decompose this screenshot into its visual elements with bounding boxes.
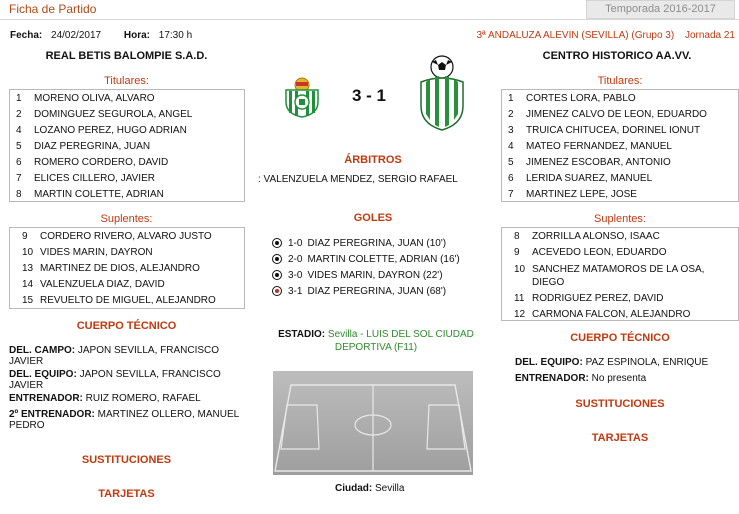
player-number: 9 xyxy=(514,247,520,258)
staff-label: ENTRENADOR: xyxy=(9,393,83,404)
arbitro-name: : VALENZUELA MENDEZ, SERGIO RAFAEL xyxy=(258,174,458,185)
player-row xyxy=(10,245,244,261)
player-row xyxy=(502,107,738,123)
player-row xyxy=(502,187,738,203)
goals-list xyxy=(272,235,460,299)
player-row xyxy=(10,107,244,123)
home-crest-icon xyxy=(279,72,325,121)
player-row xyxy=(502,139,738,155)
goal-item xyxy=(272,235,460,251)
player-number: 2 xyxy=(508,109,514,120)
away-cuerpo-title: CUERPO TÉCNICO xyxy=(570,332,670,344)
player-number: 5 xyxy=(508,157,514,168)
football-own-goal-icon xyxy=(272,286,282,296)
player-row xyxy=(502,91,738,107)
player-name: VALENZUELA DIAZ, DAVID xyxy=(40,279,165,290)
home-staff-row xyxy=(9,345,244,369)
player-number: 1 xyxy=(508,93,514,104)
goal-score: 3-1 xyxy=(288,285,303,297)
player-row xyxy=(502,123,738,139)
football-icon xyxy=(272,270,282,280)
top-bar xyxy=(0,0,739,20)
player-number: 10 xyxy=(514,264,526,275)
goal-item xyxy=(272,267,460,283)
goal-item xyxy=(272,283,460,299)
away-suplentes-title: Suplentes: xyxy=(594,213,646,225)
player-number: 14 xyxy=(22,279,34,290)
away-sustituciones-title: SUSTITUCIONES xyxy=(575,398,665,410)
estadio-name[interactable]: Sevilla - LUIS DEL SOL CIUDAD DEPORTIVA (F11) xyxy=(327,329,474,353)
hora-value: 17:30 h xyxy=(158,30,193,41)
football-icon xyxy=(272,254,282,264)
home-titulares-title: Titulares: xyxy=(104,75,149,87)
goal-item xyxy=(272,251,460,267)
player-name: RODRIGUEZ PEREZ, DAVID xyxy=(532,293,664,304)
home-cuerpo-title: CUERPO TÉCNICO xyxy=(76,320,177,332)
player-row xyxy=(502,307,738,323)
staff-name: JAPON SEVILLA, FRANCISCO JAVIER xyxy=(9,369,221,391)
score: 3 - 1 xyxy=(352,86,387,105)
jornada: Jornada 21 xyxy=(684,30,735,41)
player-name: ELICES CILLERO, JAVIER xyxy=(34,173,155,184)
staff-label: DEL. EQUIPO: xyxy=(515,357,583,368)
player-number: 5 xyxy=(16,141,22,152)
home-titulares-list xyxy=(9,89,245,202)
page-title: Ficha de Partido xyxy=(9,2,97,16)
fecha-label: Fecha: xyxy=(10,30,43,41)
player-row xyxy=(502,155,738,171)
ciudad-label: Ciudad: xyxy=(335,483,373,494)
player-number: 3 xyxy=(508,125,514,136)
player-name: TRUICA CHITUCEA, DORINEL IONUT xyxy=(526,125,701,136)
player-number: 6 xyxy=(508,173,514,184)
player-row xyxy=(10,123,244,139)
staff-name: No presenta xyxy=(591,373,647,384)
stadium-field-image xyxy=(273,371,473,475)
season-tab[interactable]: Temporada 2016-2017 xyxy=(586,0,735,19)
player-name: CARMONA FALCON, ALEJANDRO xyxy=(532,309,691,320)
away-crest-icon xyxy=(418,54,466,135)
football-icon xyxy=(272,238,282,248)
player-name: MARTINEZ LEPE, JOSE xyxy=(526,189,637,200)
player-number: 9 xyxy=(22,231,28,242)
player-number: 7 xyxy=(16,173,22,184)
player-row xyxy=(10,293,244,309)
home-staff-row xyxy=(9,409,244,431)
player-name: ROMERO CORDERO, DAVID xyxy=(34,157,169,168)
player-name: MORENO OLIVA, ALVARO xyxy=(34,93,155,104)
player-name: ACEVEDO LEON, EDUARDO xyxy=(532,247,667,258)
player-name: MARTIN COLETTE, ADRIAN xyxy=(34,189,164,200)
player-number: 12 xyxy=(514,309,526,320)
home-sustituciones-title: SUSTITUCIONES xyxy=(81,454,172,466)
player-row xyxy=(10,91,244,107)
player-number: 11 xyxy=(514,293,525,304)
competition-name[interactable]: 3ª ANDALUZA ALEVIN (SEVILLA) (Grupo 3) xyxy=(476,30,675,41)
away-titulares-list xyxy=(501,89,739,202)
goal-score: 3-0 xyxy=(288,269,303,281)
player-row xyxy=(10,277,244,293)
player-name: DIAZ PEREGRINA, JUAN xyxy=(34,141,151,152)
away-staff xyxy=(515,357,737,384)
staff-name: JAPON SEVILLA, FRANCISCO JAVIER xyxy=(9,345,220,367)
player-row xyxy=(502,261,738,291)
player-number: 10 xyxy=(22,247,34,258)
player-number: 8 xyxy=(16,189,22,200)
staff-name: PAZ ESPINOLA, ENRIQUE xyxy=(585,357,709,368)
away-staff-row xyxy=(515,373,737,384)
player-name: REVUELTO DE MIGUEL, ALEJANDRO xyxy=(40,295,216,306)
player-name: CORTES LORA, PABLO xyxy=(526,93,636,104)
player-number: 4 xyxy=(16,125,22,136)
player-name: JIMENEZ ESCOBAR, ANTONIO xyxy=(526,157,671,168)
goles-title: GOLES xyxy=(353,212,393,224)
player-number: 7 xyxy=(508,189,514,200)
away-suplentes-list xyxy=(501,227,739,321)
player-number: 15 xyxy=(22,295,34,306)
staff-label: DEL. EQUIPO: xyxy=(9,369,77,380)
home-suplentes-title: Suplentes: xyxy=(100,213,153,225)
home-suplentes-list xyxy=(9,227,245,309)
player-name: VIDES MARIN, DAYRON xyxy=(40,247,153,258)
away-tarjetas-title: TARJETAS xyxy=(591,432,649,444)
away-team-name: CENTRO HISTORICO AA.VV. xyxy=(542,50,692,62)
goal-player: DIAZ PEREGRINA, JUAN (68') xyxy=(307,285,447,297)
arbitros-title: ÁRBITROS xyxy=(344,154,402,166)
player-name: LOZANO PEREZ, HUGO ADRIAN xyxy=(34,125,187,136)
home-staff-row xyxy=(9,369,244,391)
estadio-label: ESTADIO: xyxy=(278,329,326,340)
player-row xyxy=(10,187,244,203)
staff-label: DEL. CAMPO: xyxy=(9,345,76,356)
staff-name: MARTINEZ OLLERO, MANUEL PEDRO xyxy=(9,409,239,431)
hora-label: Hora: xyxy=(123,30,150,41)
ciudad-value: Sevilla xyxy=(375,483,405,494)
away-staff-row xyxy=(515,357,737,373)
player-row xyxy=(10,171,244,187)
player-name: DOMINGUEZ SEGUROLA, ANGEL xyxy=(34,109,193,120)
goal-player: VIDES MARIN, DAYRON (22') xyxy=(307,269,443,281)
goal-player: MARTIN COLETTE, ADRIAN (16') xyxy=(307,253,460,265)
staff-label: 2º ENTRENADOR: xyxy=(9,409,95,420)
competition-info xyxy=(477,30,736,41)
fecha-value: 24/02/2017 xyxy=(51,30,102,41)
goal-score: 2-0 xyxy=(288,253,303,265)
player-row xyxy=(10,139,244,155)
staff-name: RUIZ ROMERO, RAFAEL xyxy=(85,393,201,404)
player-number: 2 xyxy=(16,109,22,120)
player-row xyxy=(502,291,738,307)
player-row xyxy=(502,171,738,187)
staff-label: ENTRENADOR: xyxy=(515,373,589,384)
player-name: MATEO FERNANDEZ, MANUEL xyxy=(526,141,672,152)
player-number: 1 xyxy=(16,93,22,104)
player-name: MARTINEZ DE DIOS, ALEJANDRO xyxy=(40,263,200,274)
match-meta xyxy=(10,30,192,41)
player-name: JIMENEZ CALVO DE LEON, EDUARDO xyxy=(526,109,707,120)
home-team-name: REAL BETIS BALOMPIE S.A.D. xyxy=(45,50,208,62)
player-number: 6 xyxy=(16,157,22,168)
player-name: ZORRILLA ALONSO, ISAAC xyxy=(532,231,660,242)
ciudad-info xyxy=(335,483,404,494)
player-row xyxy=(10,261,244,277)
away-titulares-title: Titulares: xyxy=(597,75,643,87)
home-tarjetas-title: TARJETAS xyxy=(98,488,155,500)
player-row xyxy=(502,229,738,245)
player-number: 13 xyxy=(22,263,34,274)
goal-player: DIAZ PEREGRINA, JUAN (10') xyxy=(307,237,447,249)
player-row xyxy=(10,229,244,245)
home-staff xyxy=(9,345,244,431)
player-name: LERIDA SUAREZ, MANUEL xyxy=(526,173,653,184)
player-number: 8 xyxy=(514,231,520,242)
player-name: SANCHEZ MATAMOROS DE LA OSA, DIEGO xyxy=(532,264,705,288)
goal-score: 1-0 xyxy=(288,237,303,249)
player-name: CORDERO RIVERO, ALVARO JUSTO xyxy=(40,231,212,242)
home-staff-row xyxy=(9,393,244,409)
player-row xyxy=(10,155,244,171)
player-number: 4 xyxy=(508,141,514,152)
player-row xyxy=(502,245,738,261)
estadio-info xyxy=(264,328,488,354)
